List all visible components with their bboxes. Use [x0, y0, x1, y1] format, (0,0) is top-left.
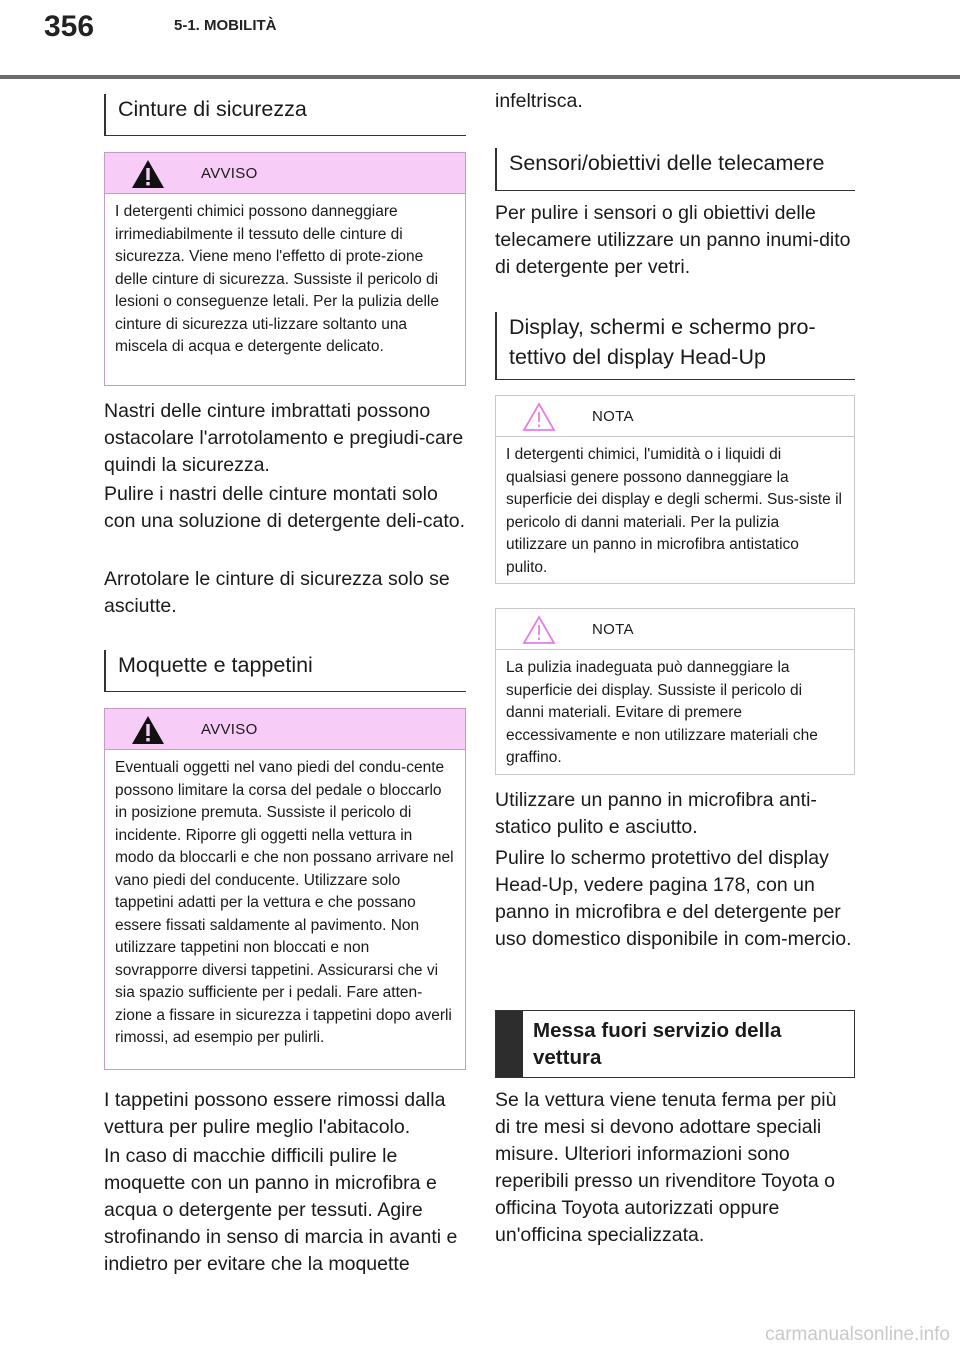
note-label: NOTA — [592, 621, 634, 638]
heading-decommission — [495, 1010, 855, 1078]
note-header — [496, 609, 854, 650]
heading-carpets: Moquette e tappetini — [104, 650, 466, 692]
page-header — [0, 0, 960, 80]
paragraph: Arrotolare le cinture di sicurezza solo se asciutte. — [104, 568, 450, 617]
heading-display: Display, schermi e schermo pro-tettivo del display Head-Up — [495, 312, 855, 380]
warning-icon — [131, 715, 165, 745]
warning-icon — [131, 159, 165, 189]
header-divider — [0, 75, 960, 79]
section-title: 5-1. MOBILITÀ — [174, 17, 277, 34]
note-label: NOTA — [592, 408, 634, 425]
page-number: 356 — [44, 10, 95, 43]
warning-box-carpets — [104, 708, 466, 1070]
note-text: I detergenti chimici, l'umidità o i liquidi di qualsiasi genere possono danneggiare la superficie dei display e degli schermi. Sus-siste il pericolo di danni materiali. Per la pulizia utilizzare un panno in microfibra antistatico pulito. — [506, 446, 842, 576]
watermark: carmanualsonline.info — [765, 1324, 950, 1345]
paragraph: Se la vettura viene tenuta ferma per più di tre mesi si devono adottare speciali misure. Ulteriori informazioni sono reperibili presso un rivenditore Toyota o officina Toyota autorizzati oppure un'officina specializzata. — [495, 1089, 837, 1246]
heading-accent-bar — [496, 1011, 523, 1077]
paragraph: Nastri delle cinture imbrattati possono ostacolare l'arrotolamento e pregiudi-care quindi la sicurezza. — [104, 400, 464, 476]
caution-icon — [522, 615, 556, 645]
warning-box-seatbelts — [104, 152, 466, 386]
note-text: La pulizia inadeguata può danneggiare la superficie dei display. Sussiste il pericolo di danni materiali. Evitare di premere eccessivamente e non utilizzare materiali che graffino. — [506, 659, 818, 766]
paragraph: Pulire lo schermo protettivo del display Head-Up, vedere pagina 178, con un panno in microfibra e del detergente per uso domestico disponibile in com-mercio. — [495, 847, 852, 950]
heading-seatbelts: Cinture di sicurezza — [104, 94, 466, 136]
note-header — [496, 396, 854, 437]
note-box-display — [495, 395, 855, 584]
warning-header — [105, 153, 465, 194]
warning-label: AVVISO — [201, 721, 258, 738]
heading-decommission-text: Messa fuori servizio della vettura — [533, 1019, 782, 1069]
paragraph: I tappetini possono essere rimossi dalla vettura per pulire meglio l'abitacolo. — [104, 1089, 446, 1138]
paragraph: Per pulire i sensori o gli obiettivi delle telecamere utilizzare un panno inumi-dito di detergente per vetri. — [495, 202, 851, 278]
warning-text: I detergenti chimici possono danneggiare irrimediabilmente il tessuto delle cinture di sicurezza. Viene meno l'effetto di prote-zione delle cinture di sicurezza. Sussiste il pericolo di lesioni o conseguenze letali. Per la pulizia delle cinture di sicurezza uti-lizzare soltanto una miscela di acqua e detergente delicato. — [115, 203, 439, 355]
paragraph: Utilizzare un panno in microfibra anti-statico pulito e asciutto. — [495, 789, 817, 838]
paragraph: infeltrisca. — [495, 90, 583, 112]
caution-icon — [522, 402, 556, 432]
warning-header — [105, 709, 465, 750]
warning-label: AVVISO — [201, 165, 258, 182]
paragraph: Pulire i nastri delle cinture montati solo con una soluzione di detergente deli-cato. — [104, 483, 465, 532]
heading-sensors: Sensori/obiettivi delle telecamere — [495, 148, 855, 191]
warning-text: Eventuali oggetti nel vano piedi del condu-cente possono limitare la corsa del pedale o bloccarlo in posizione premuta. Sussiste il pericolo di incidente. Riporre gli oggetti nella vettura in modo da bloccarli e che non possano arrivare nel vano piedi del conducente. Utilizzare solo tappetini adatti per la vettura e che possano essere fissati saldamente al pavimento. Non utilizzare tappetini non bloccati e non sovrapporre diversi tappetini. Assicurarsi che vi sia spazio sufficiente per i pedali. Fare atten-zione a fissare in sicurezza i tappetini dopo averli rimossi, ad esempio per pulirli. — [115, 759, 454, 1046]
paragraph: In caso di macchie difficili pulire le moquette con un panno in microfibra e acqua o detergente per tessuti. Agire strofinando in senso di marcia in avanti e indietro per evitare che la moquette — [104, 1145, 458, 1275]
note-box-pressure — [495, 608, 855, 775]
